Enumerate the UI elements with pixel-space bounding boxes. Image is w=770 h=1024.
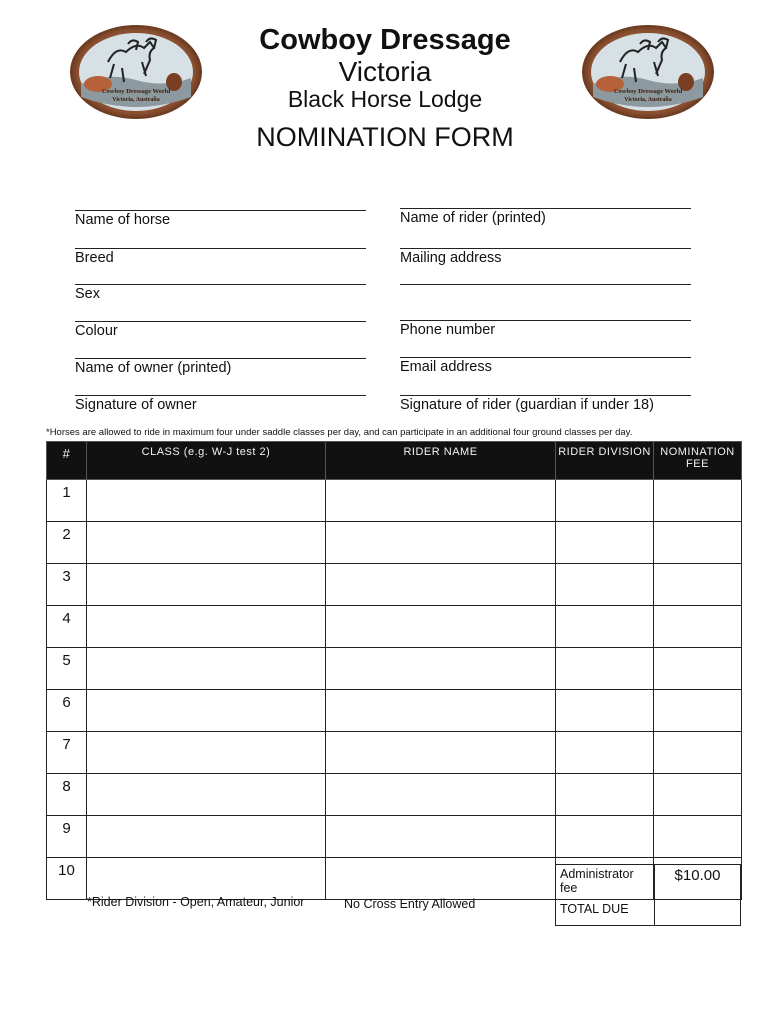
event-region: Victoria [338, 56, 432, 87]
rider-name-cell[interactable] [326, 732, 556, 774]
nomination-fee-cell[interactable] [654, 648, 742, 690]
fees-summary [555, 864, 741, 926]
rider-name-cell[interactable] [326, 774, 556, 816]
class-cell[interactable] [87, 690, 326, 732]
header-rider-name: RIDER NAME [326, 442, 556, 480]
header-rider-division: RIDER DIVISION [556, 442, 654, 480]
field-label: Sex [75, 286, 100, 302]
rider-division-cell[interactable] [556, 774, 654, 816]
owner-name-field[interactable] [75, 358, 366, 381]
class-cell[interactable] [87, 564, 326, 606]
rider-division-cell[interactable] [556, 648, 654, 690]
class-cell[interactable] [87, 858, 326, 900]
row-number: 5 [47, 648, 87, 690]
row-number: 3 [47, 564, 87, 606]
nomination-fee-cell[interactable] [654, 480, 742, 522]
email-address-field[interactable] [400, 357, 691, 380]
nomination-fee-cell[interactable] [654, 774, 742, 816]
phone-number-field[interactable] [400, 320, 691, 343]
table-row [47, 480, 742, 522]
rider-name-cell[interactable] [326, 522, 556, 564]
rider-division-cell[interactable] [556, 690, 654, 732]
header-class: CLASS (e.g. W-J test 2) [87, 442, 326, 480]
nomination-fee-cell[interactable] [654, 606, 742, 648]
class-cell[interactable] [87, 774, 326, 816]
admin-fee-row [556, 865, 741, 900]
table-row [47, 732, 742, 774]
class-cell[interactable] [87, 480, 326, 522]
row-number: 2 [47, 522, 87, 564]
field-label: Breed [75, 250, 114, 266]
row-number: 9 [47, 816, 87, 858]
breed-field[interactable] [75, 248, 366, 271]
venue-name: Black Horse Lodge [287, 86, 483, 112]
svg-text:Victoria, Australia: Victoria, Australia [112, 97, 160, 103]
class-cell[interactable] [87, 648, 326, 690]
table-header-row [47, 442, 742, 480]
admin-fee-label: Administrator fee [556, 865, 655, 900]
nomination-fee-cell[interactable] [654, 564, 742, 606]
table-row [47, 690, 742, 732]
rider-name-field[interactable] [400, 208, 691, 231]
rider-name-cell[interactable] [326, 480, 556, 522]
nomination-fee-cell[interactable] [654, 690, 742, 732]
rider-signature-field[interactable] [400, 395, 691, 418]
cross-entry-note: No Cross Entry Allowed [344, 897, 476, 911]
field-label: Email address [400, 359, 492, 375]
row-number: 7 [47, 732, 87, 774]
row-number: 6 [47, 690, 87, 732]
nomination-fee-cell[interactable] [654, 732, 742, 774]
rider-division-cell[interactable] [556, 606, 654, 648]
rider-name-cell[interactable] [326, 858, 556, 900]
field-label: Name of rider (printed) [400, 210, 546, 226]
row-number: 8 [47, 774, 87, 816]
table-row [47, 648, 742, 690]
table-row [47, 606, 742, 648]
row-number: 10 [47, 858, 87, 900]
class-cell[interactable] [87, 606, 326, 648]
sex-field[interactable] [75, 284, 366, 307]
svg-text:Victoria, Australia: Victoria, Australia [624, 97, 672, 103]
owner-signature-field[interactable] [75, 395, 366, 418]
class-cell[interactable] [87, 816, 326, 858]
rider-division-cell[interactable] [556, 816, 654, 858]
nomination-fee-cell[interactable] [654, 522, 742, 564]
rider-division-note: *Rider Division - Open, Amateur, Junior [87, 895, 305, 909]
colour-field[interactable] [75, 321, 366, 344]
field-label: Colour [75, 323, 118, 339]
field-label: Name of horse [75, 212, 171, 228]
svg-text:Cowboy Dressage World: Cowboy Dressage World [101, 88, 171, 95]
total-due-label: TOTAL DUE [556, 900, 655, 926]
field-label: Signature of owner [75, 397, 197, 413]
admin-fee-value: $10.00 [655, 865, 741, 900]
class-cell[interactable] [87, 732, 326, 774]
header-nomination-fee: NOMINATION FEE [654, 442, 742, 480]
rider-name-cell[interactable] [326, 564, 556, 606]
horse-name-field[interactable] [75, 210, 366, 233]
classes-table [46, 441, 742, 900]
header-number: # [47, 442, 87, 480]
table-row [47, 564, 742, 606]
nomination-fee-cell[interactable] [654, 816, 742, 858]
rider-division-cell[interactable] [556, 564, 654, 606]
table-row [47, 774, 742, 816]
table-row [47, 816, 742, 858]
class-limit-note: *Horses are allowed to ride in maximum four under saddle classes per day, and can participate in an additional four ground classes per day. [46, 427, 633, 438]
rider-name-cell[interactable] [326, 816, 556, 858]
mailing-address-line2-field[interactable] [400, 284, 691, 307]
row-number: 4 [47, 606, 87, 648]
field-label: Phone number [400, 322, 496, 338]
table-row [47, 522, 742, 564]
row-number: 1 [47, 480, 87, 522]
event-title: Cowboy Dressage [259, 24, 511, 56]
field-label: Signature of rider (guardian if under 18) [400, 397, 654, 413]
svg-text:Cowboy Dressage World: Cowboy Dressage World [613, 88, 683, 95]
form-title: NOMINATION FORM [256, 122, 514, 152]
total-due-value[interactable] [655, 900, 741, 926]
rider-division-cell[interactable] [556, 522, 654, 564]
mailing-address-field[interactable] [400, 248, 691, 271]
rider-name-cell[interactable] [326, 606, 556, 648]
rider-name-cell[interactable] [326, 690, 556, 732]
field-label: Mailing address [400, 250, 502, 266]
rider-name-cell[interactable] [326, 648, 556, 690]
class-cell[interactable] [87, 522, 326, 564]
total-due-row [556, 900, 741, 926]
rider-division-cell[interactable] [556, 732, 654, 774]
field-label: Name of owner (printed) [75, 360, 232, 376]
rider-division-cell[interactable] [556, 480, 654, 522]
